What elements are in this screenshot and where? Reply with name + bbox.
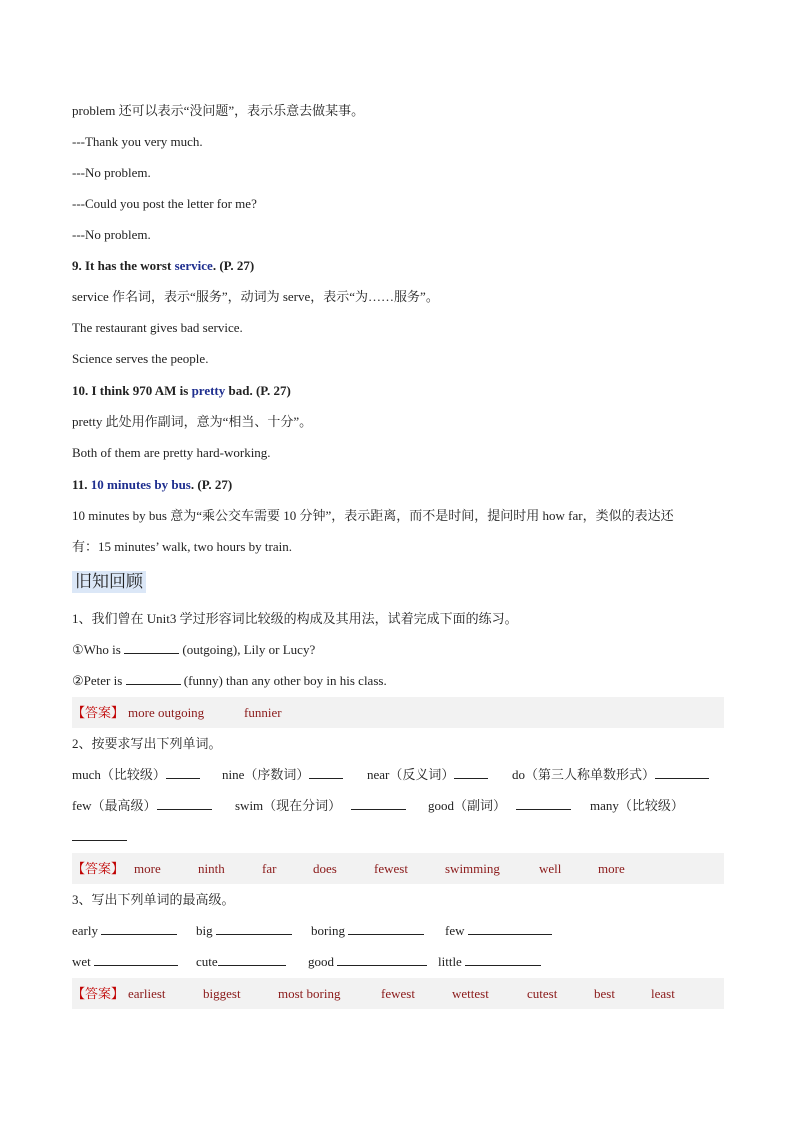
- word-item: [72, 766, 200, 784]
- word-prompt: boring: [311, 923, 345, 938]
- word-item: [590, 797, 684, 815]
- word-item: [235, 797, 406, 815]
- answer-value: most boring: [278, 986, 341, 1001]
- answer-blank[interactable]: [454, 766, 488, 779]
- word-prompt: little: [438, 954, 462, 969]
- answer-blank[interactable]: [218, 953, 286, 966]
- answer-value: ninth: [198, 861, 225, 876]
- word-item: [438, 953, 541, 971]
- item-10-keyword: pretty: [191, 383, 226, 398]
- word-prompt: do（第三人称单数形式）: [512, 767, 656, 782]
- item-9-note: service 作名词，表示“服务”，动词为 serve，表示“为……服务”。: [72, 289, 439, 304]
- question-1a-text: (outgoing), Lily or Lucy?: [179, 642, 316, 657]
- word-item: [222, 766, 343, 784]
- answer-value: more: [134, 861, 161, 876]
- word-prompt: early: [72, 923, 98, 938]
- example-line: ---No problem.: [72, 227, 151, 242]
- word-item: [428, 797, 571, 815]
- answer-value: well: [539, 861, 562, 876]
- item-9-example: The restaurant gives bad service.: [72, 320, 243, 335]
- answer-blank[interactable]: [126, 672, 181, 685]
- item-11-keyword: 10 minutes by bus: [90, 477, 191, 492]
- word-prompt: nine（序数词）: [222, 767, 310, 782]
- item-10-number: 10. I think 970 AM is: [72, 383, 192, 398]
- answer-blank[interactable]: [516, 797, 571, 810]
- question-1a-text: ①Who is: [72, 642, 125, 657]
- word-prompt: good: [308, 954, 334, 969]
- item-9-heading: [72, 257, 254, 275]
- answer-value: far: [262, 861, 277, 876]
- question-1a: [72, 641, 315, 659]
- answer-value: best: [594, 986, 615, 1001]
- answer-blank[interactable]: [465, 953, 541, 966]
- question-2-row-1: [72, 766, 724, 784]
- item-10-heading: [72, 382, 291, 400]
- question-1b-text: (funny) than any other boy in his class.: [180, 673, 387, 688]
- word-item: [196, 922, 292, 940]
- answer-box-3: [72, 978, 724, 1009]
- answer-value: fewest: [374, 861, 408, 876]
- word-item: [311, 922, 424, 940]
- word-prompt: few: [445, 923, 465, 938]
- answer-blank[interactable]: [468, 922, 552, 935]
- answer-blank[interactable]: [655, 766, 709, 779]
- answer-blank[interactable]: [94, 953, 178, 966]
- answer-value: does: [313, 861, 337, 876]
- item-10-example: Both of them are pretty hard-working.: [72, 445, 271, 460]
- answer-box-2: [72, 853, 724, 884]
- word-prompt: many（比较级）: [590, 798, 684, 813]
- answer-blank[interactable]: [157, 797, 212, 810]
- question-3-row-1: [72, 922, 724, 940]
- answer-blank[interactable]: [351, 797, 406, 810]
- item-11-note: 有：15 minutes’ walk, two hours by train.: [72, 539, 293, 554]
- word-prompt: good（副词）: [428, 798, 507, 813]
- answer-value: cutest: [527, 986, 558, 1001]
- word-prompt: much（比较级）: [72, 767, 166, 782]
- item-10-note: pretty 此处用作副词，意为“相当、十分”。: [72, 414, 313, 429]
- question-3-row-2: [72, 953, 724, 971]
- answer-blank[interactable]: [166, 766, 200, 779]
- word-item: [512, 766, 709, 784]
- question-2-row-3: [72, 828, 127, 846]
- answer-value: swimming: [445, 861, 500, 876]
- word-prompt: few（最高级）: [72, 798, 157, 813]
- item-11-page: . (P. 27): [190, 477, 233, 492]
- answer-value: biggest: [203, 986, 241, 1001]
- example-line: ---Could you post the letter for me?: [72, 196, 257, 211]
- item-9-page: . (P. 27): [212, 258, 255, 273]
- example-line: ---No problem.: [72, 165, 151, 180]
- answer-blank[interactable]: [72, 828, 127, 841]
- item-9-keyword: service: [174, 258, 213, 273]
- answer-tag: 【答案】: [72, 861, 125, 876]
- question-2: 2、按要求写出下列单词。: [72, 736, 222, 751]
- item-11-note: 10 minutes by bus 意为“乘公交车需要 10 分钟”，表示距离，而不是时间，提问时用 how far，类似的表达还: [72, 508, 674, 523]
- item-11-heading: [72, 476, 232, 494]
- answer-value: wettest: [452, 986, 489, 1001]
- answer-value: funnier: [244, 705, 282, 720]
- word-item: [308, 953, 427, 971]
- question-1b: [72, 672, 387, 690]
- word-prompt: wet: [72, 954, 91, 969]
- section-title: 旧知回顾: [72, 571, 146, 593]
- word-prompt: cute: [196, 954, 218, 969]
- answer-value: fewest: [381, 986, 415, 1001]
- answer-value: more outgoing: [128, 705, 205, 720]
- word-prompt: swim（现在分词）: [235, 798, 342, 813]
- answer-blank[interactable]: [124, 641, 179, 654]
- question-1: 1、我们曾在 Unit3 学过形容词比较级的构成及其用法，试着完成下面的练习。: [72, 611, 518, 626]
- item-9-number: 9. It has the worst: [72, 258, 175, 273]
- question-2-row-2: [72, 797, 724, 815]
- answer-blank[interactable]: [216, 922, 292, 935]
- word-prompt: big: [196, 923, 213, 938]
- answer-blank[interactable]: [348, 922, 424, 935]
- answer-value: earliest: [128, 986, 166, 1001]
- answer-blank[interactable]: [337, 953, 427, 966]
- word-item: [196, 953, 286, 971]
- word-prompt: near（反义词）: [367, 767, 455, 782]
- word-item: [445, 922, 552, 940]
- word-item: [72, 953, 178, 971]
- answer-tag: 【答案】: [72, 705, 125, 720]
- answer-value: least: [651, 986, 675, 1001]
- word-item: [72, 922, 177, 940]
- answer-value: more: [598, 861, 625, 876]
- item-9-example: Science serves the people.: [72, 351, 209, 366]
- problem-note: problem 还可以表示“没问题”，表示乐意去做某事。: [72, 103, 365, 118]
- question-1b-text: ②Peter is: [72, 673, 126, 688]
- answer-tag: 【答案】: [72, 986, 125, 1001]
- answer-blank[interactable]: [101, 922, 177, 935]
- word-item: [72, 797, 212, 815]
- item-10-page: bad. (P. 27): [225, 383, 291, 398]
- item-11-number: 11.: [72, 477, 91, 492]
- example-line: ---Thank you very much.: [72, 134, 203, 149]
- question-3: 3、写出下列单词的最高级。: [72, 892, 235, 907]
- answer-box-1: [72, 697, 724, 728]
- answer-blank[interactable]: [309, 766, 343, 779]
- word-item: [367, 766, 488, 784]
